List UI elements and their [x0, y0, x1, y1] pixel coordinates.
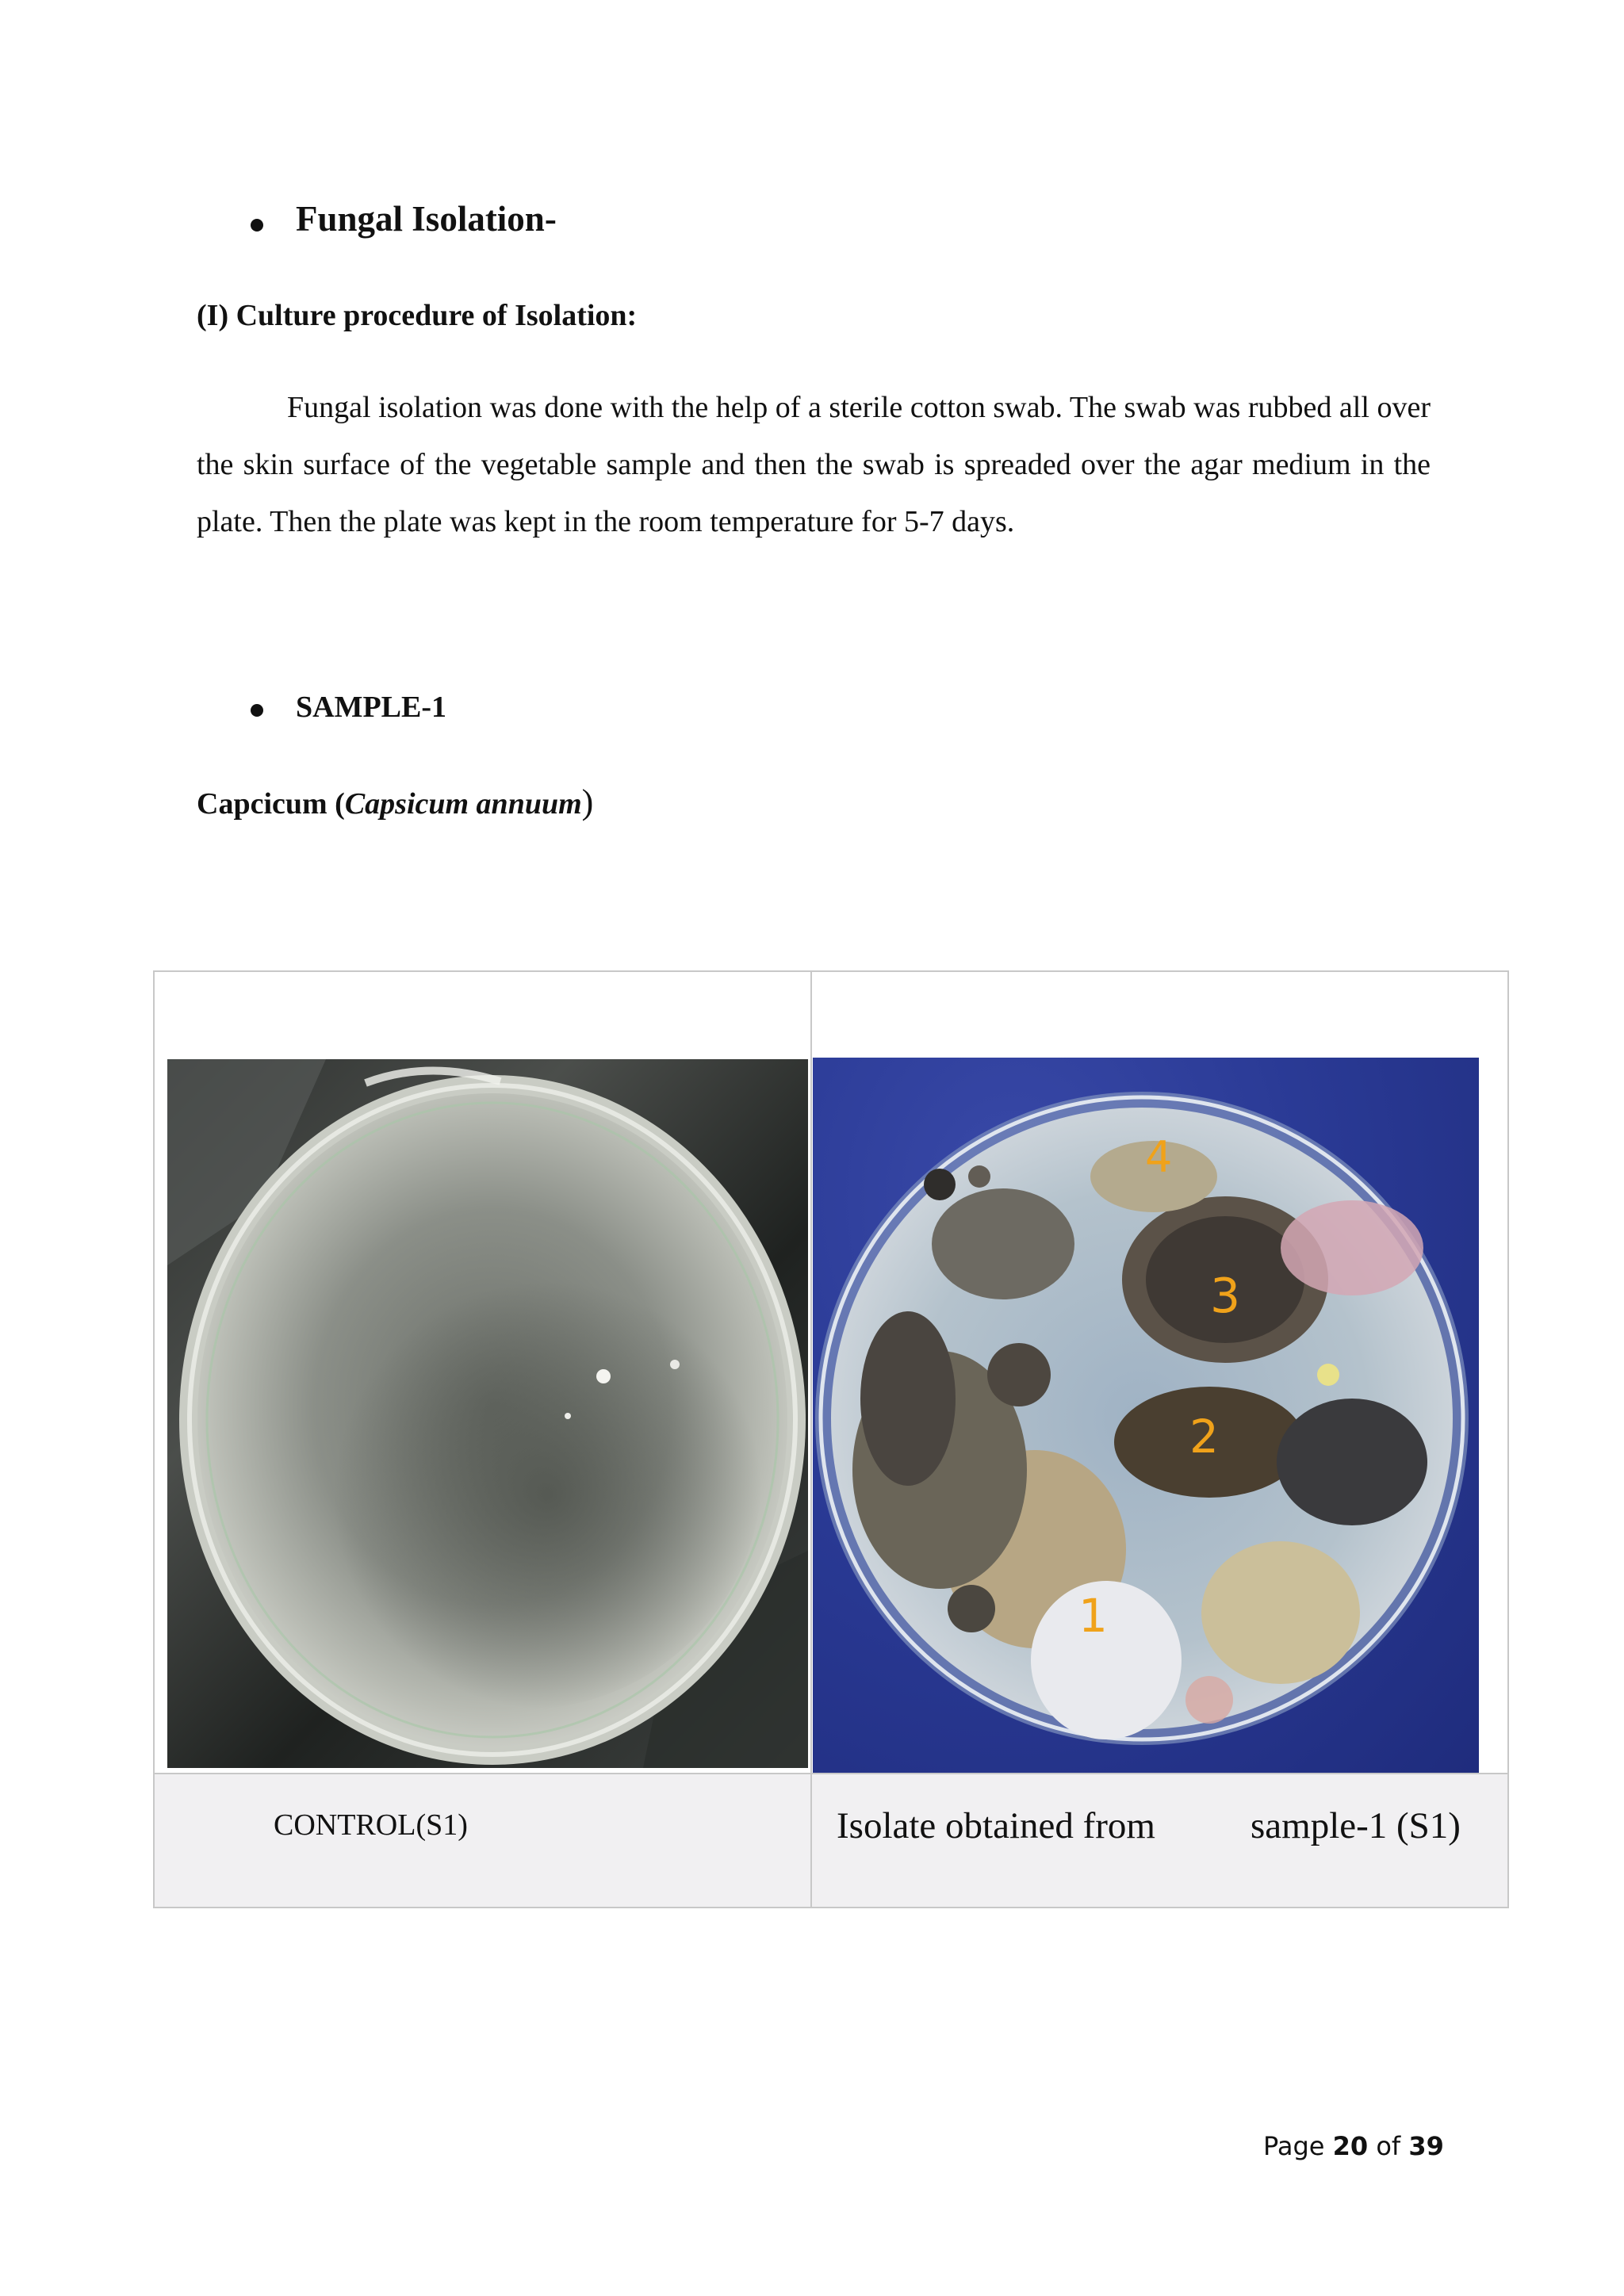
control-caption: CONTROL(S1) [274, 1808, 468, 1842]
footer-middle: of [1368, 2131, 1409, 2161]
footer-total-pages: 39 [1408, 2131, 1444, 2161]
control-plate-photo [167, 1059, 808, 1768]
section-heading: Fungal Isolation- [296, 199, 557, 239]
colony-label-4: 4 [1145, 1132, 1173, 1182]
isolate-caption-b: sample-1 (S1) [1250, 1805, 1461, 1846]
colony-label-1: 1 [1078, 1589, 1108, 1643]
sample-common-name: Capcicum ( [197, 787, 345, 821]
sample-heading: SAMPLE-1 [296, 691, 446, 724]
bullet-icon [251, 704, 263, 717]
table-divider-vertical [810, 970, 812, 1908]
colony-label-2: 2 [1189, 1410, 1219, 1464]
isolate-caption-a: Isolate obtained from [837, 1805, 1155, 1846]
procedure-paragraph: Fungal isolation was done with the help of a sterile cotton swab. The swab was rubbed all over the skin surface of the vegetable sample and then the swab is spreaded over the agar medium in the plate. Then the plate was kept in the room temperature for 5-7 days. [197, 391, 1431, 538]
footer-prefix: Page [1263, 2131, 1333, 2161]
page-footer [1263, 2131, 1444, 2161]
bullet-icon [251, 219, 263, 232]
sample-name [197, 782, 593, 822]
control-plate-image [167, 1059, 808, 1768]
subheading: (I) Culture procedure of Isolation: [197, 299, 638, 332]
colony-label-3: 3 [1210, 1269, 1241, 1324]
table-divider-horizontal [153, 1773, 1509, 1774]
footer-current-page: 20 [1332, 2131, 1369, 2161]
isolate-caption [837, 1804, 1461, 1847]
sample-close-paren: ) [581, 783, 594, 821]
sample-scientific-name: Capsicum annuum [344, 787, 582, 821]
